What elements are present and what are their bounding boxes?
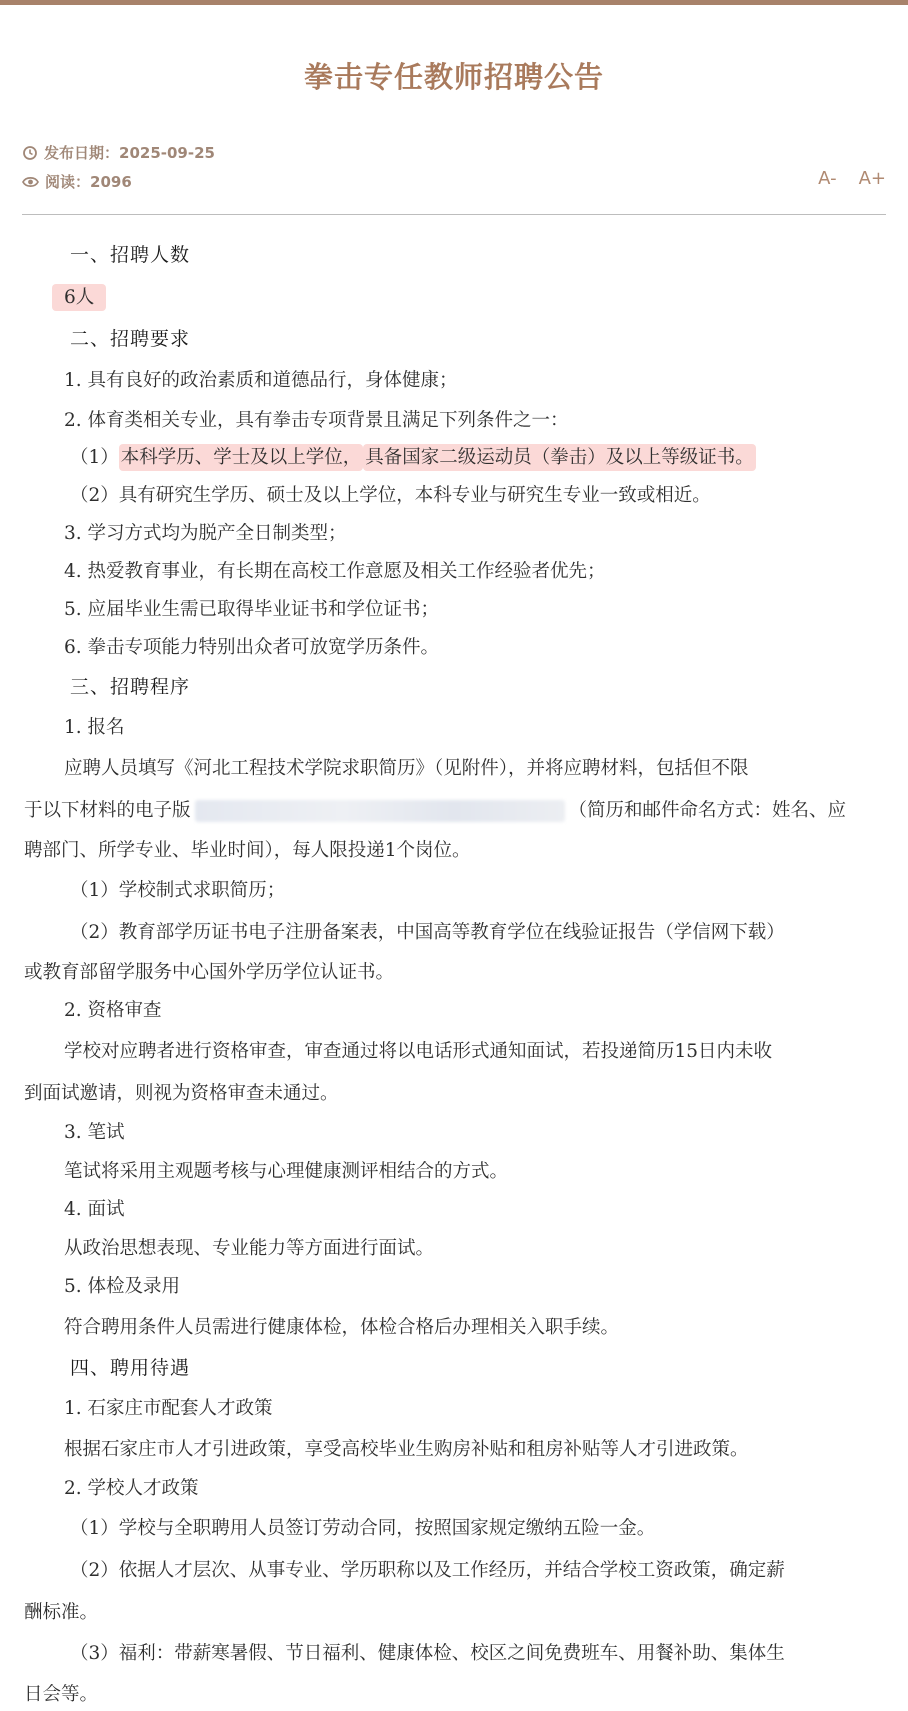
requirement-item-2: 2. 体育类相关专业，具有拳击专项背景且满足下列条件之一： — [64, 410, 569, 431]
procedure-sub-1: 1. 报名 — [64, 717, 125, 738]
requirement-item-5: 5. 应届毕业生需已取得毕业证书和学位证书； — [64, 599, 440, 620]
requirement-item-2-2: （2）具有研究生学历、硕士及以上学位，本科专业与研究生专业一致或相近。 — [70, 485, 711, 506]
blurred-email — [195, 800, 565, 822]
read-count-row — [22, 171, 132, 192]
font-increase-button[interactable]: A+ — [858, 168, 886, 189]
requirement-item-2-1 — [70, 443, 756, 469]
section-heading-requirements: 二、招聘要求 — [70, 328, 191, 350]
publish-date-label: 发布日期： — [44, 144, 120, 162]
procedure-sub-5-para: 符合聘用条件人员需进行健康体检，体检合格后办理相关入职手续。 — [64, 1317, 620, 1338]
benefits-sub-2-item-1: （1）学校与全职聘用人员签订劳动合同，按照国家规定缴纳五险一金。 — [70, 1518, 656, 1539]
publish-date-row — [22, 142, 215, 163]
recruit-count-value: 6人 — [52, 284, 106, 311]
procedure-sub-2: 2. 资格审查 — [64, 1000, 162, 1021]
procedure-sub-1-para-2b: （简历和邮件命名方式：姓名、应 — [568, 800, 847, 821]
section-heading-procedure: 三、招聘程序 — [70, 676, 191, 698]
benefits-sub-2-item-2b: 酬标准。 — [24, 1602, 99, 1623]
procedure-sub-3: 3. 笔试 — [64, 1122, 125, 1143]
publish-date-value: 2025-09-25 — [119, 143, 215, 162]
benefits-sub-2-item-3a: （3）福利：带薪寒暑假、节日福利、健康体检、校区之间免费班车、用餐补助、集体生 — [70, 1643, 785, 1664]
highlight-athlete-cert: 具备国家二级运动员（拳击）及以上等级证书。 — [363, 444, 756, 471]
procedure-sub-4-para: 从政治思想表现、专业能力等方面进行面试。 — [64, 1238, 435, 1259]
procedure-sub-3-para: 笔试将采用主观题考核与心理健康测评相结合的方式。 — [64, 1161, 509, 1182]
procedure-sub-1-para-2a: 于以下材料的电子版 — [24, 800, 191, 821]
procedure-sub-2-para-1: 学校对应聘者进行资格审查，审查通过将以电话形式通知面试，若投递简历15日内未收 — [64, 1041, 773, 1062]
section-heading-recruit-count: 一、招聘人数 — [70, 244, 191, 266]
procedure-sub-2-para-2: 到面试邀请，则视为资格审查未通过。 — [24, 1083, 339, 1104]
procedure-sub-1-para-2 — [24, 796, 846, 822]
benefits-sub-2-item-3b: 日会等。 — [24, 1684, 99, 1705]
top-accent-bar — [0, 0, 908, 5]
highlight-degree: 本科学历、学士及以上学位， — [119, 444, 364, 471]
eye-icon — [22, 175, 39, 189]
procedure-sub-5: 5. 体检及录用 — [64, 1276, 181, 1297]
procedure-sub-1-para-1: 应聘人员填写《河北工程技术学院求职简历》（见附件），并将应聘材料，包括但不限 — [64, 758, 749, 779]
font-decrease-button[interactable]: A- — [818, 168, 837, 189]
requirement-item-2-1-prefix: （1） — [70, 447, 119, 468]
header-divider — [22, 214, 886, 215]
clock-icon — [22, 145, 38, 161]
procedure-sub-1-item-2b: 或教育部留学服务中心国外学历学位认证书。 — [24, 962, 395, 983]
requirement-item-4: 4. 热爱教育事业，有长期在高校工作意愿及相关工作经验者优先； — [64, 561, 606, 582]
benefits-sub-1: 1. 石家庄市配套人才政策 — [64, 1398, 273, 1419]
procedure-sub-4: 4. 面试 — [64, 1199, 125, 1220]
benefits-sub-2-item-2a: （2）依据人才层次、从事专业、学历职称以及工作经历，并结合学校工资政策，确定薪 — [70, 1560, 785, 1581]
procedure-sub-1-para-3: 聘部门、所学专业、毕业时间），每人限投递1个岗位。 — [24, 840, 471, 861]
page-title: 拳击专任教师招聘公告 — [303, 60, 604, 94]
font-size-controls — [818, 168, 886, 189]
benefits-sub-2: 2. 学校人才政策 — [64, 1478, 199, 1499]
read-label: 阅读： — [45, 173, 91, 191]
requirement-item-6: 6. 拳击专项能力特别出众者可放宽学历条件。 — [64, 637, 440, 658]
requirement-item-1: 1. 具有良好的政治素质和道德品行，身体健康； — [64, 370, 458, 391]
requirement-item-3: 3. 学习方式均为脱产全日制类型； — [64, 523, 347, 544]
section-heading-benefits: 四、聘用待遇 — [70, 1357, 191, 1379]
benefits-sub-1-para: 根据石家庄市人才引进政策，享受高校毕业生购房补贴和租房补贴等人才引进政策。 — [64, 1439, 749, 1460]
recruit-count — [52, 283, 106, 309]
procedure-sub-1-item-2a: （2）教育部学历证书电子注册备案表，中国高等教育学位在线验证报告（学信网下载） — [70, 922, 785, 943]
read-count-value: 2096 — [90, 172, 132, 191]
procedure-sub-1-item-1: （1）学校制式求职简历； — [70, 880, 286, 901]
